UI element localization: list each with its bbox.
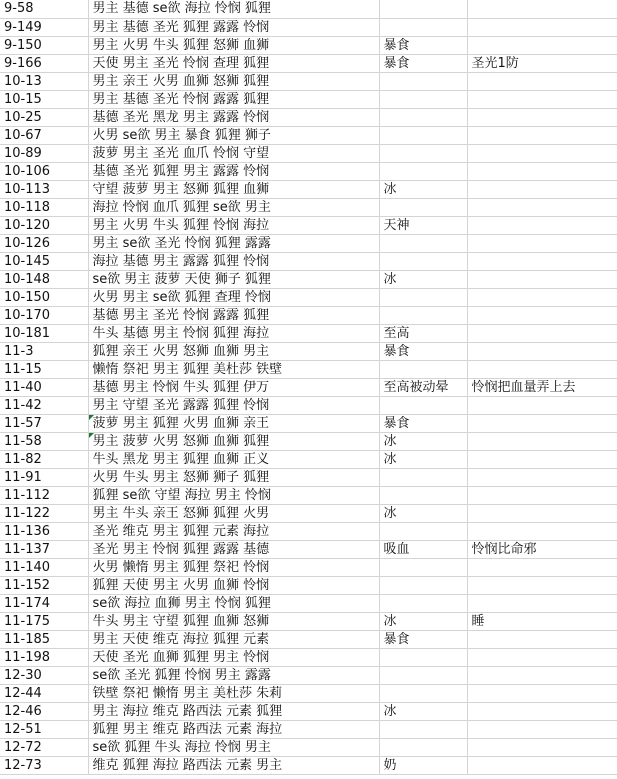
lineup-cell[interactable]: 基德 男主 圣光 怜悯 露露 狐狸 — [88, 306, 379, 324]
comment-cell[interactable]: 圣光1防 — [467, 54, 617, 72]
note-cell[interactable] — [379, 144, 467, 162]
note-cell[interactable] — [379, 576, 467, 594]
table-row — [0, 504, 617, 522]
row-id-cell[interactable]: 9-58 — [0, 0, 88, 18]
comment-cell[interactable] — [467, 198, 617, 216]
lineup-cell[interactable]: 男主 守望 圣光 露露 狐狸 怜悯 — [88, 396, 379, 414]
table-row — [0, 612, 617, 630]
table-row — [0, 36, 617, 54]
row-id-cell[interactable]: 11-174 — [0, 594, 88, 612]
note-cell[interactable]: 暴食 — [379, 630, 467, 648]
note-cell[interactable] — [379, 108, 467, 126]
row-id-cell[interactable]: 10-150 — [0, 288, 88, 306]
lineup-cell[interactable]: 基德 男主 怜悯 牛头 狐狸 伊万 — [88, 378, 379, 396]
table-row — [0, 234, 617, 252]
note-cell[interactable] — [379, 198, 467, 216]
note-cell[interactable] — [379, 0, 467, 18]
note-cell[interactable] — [379, 288, 467, 306]
note-cell[interactable]: 暴食 — [379, 54, 467, 72]
comment-cell[interactable] — [467, 270, 617, 288]
lineup-cell[interactable]: 天使 圣光 血狮 狐狸 男主 怜悯 — [88, 648, 379, 666]
note-cell[interactable]: 冰 — [379, 612, 467, 630]
table-row — [0, 720, 617, 738]
lineup-cell[interactable]: 火男 牛头 男主 怒狮 狮子 狐狸 — [88, 468, 379, 486]
lineup-cell[interactable]: 男主 菠萝 火男 怒狮 血狮 狐狸 — [88, 432, 379, 450]
note-cell[interactable] — [379, 684, 467, 702]
lineup-cell[interactable]: 基德 圣光 黑龙 男主 露露 怜悯 — [88, 108, 379, 126]
row-id-cell[interactable]: 11-152 — [0, 576, 88, 594]
comment-cell[interactable] — [467, 576, 617, 594]
table-row — [0, 306, 617, 324]
row-id-cell[interactable]: 11-58 — [0, 432, 88, 450]
table-row — [0, 54, 617, 72]
comment-cell[interactable] — [467, 756, 617, 774]
row-id-cell[interactable]: 10-120 — [0, 216, 88, 234]
row-id-cell[interactable]: 11-122 — [0, 504, 88, 522]
table-row — [0, 180, 617, 198]
comment-cell[interactable] — [467, 432, 617, 450]
row-id-cell[interactable]: 11-15 — [0, 360, 88, 378]
lineup-cell[interactable]: 牛头 男主 守望 狐狸 血狮 怒狮 — [88, 612, 379, 630]
table-row — [0, 666, 617, 684]
lineup-cell[interactable]: 铁壁 祭祀 懒惰 男主 美杜莎 朱莉 — [88, 684, 379, 702]
comment-cell[interactable] — [467, 180, 617, 198]
comment-cell[interactable] — [467, 720, 617, 738]
comment-cell[interactable] — [467, 36, 617, 54]
table-row — [0, 540, 617, 558]
row-id-cell[interactable]: 10-170 — [0, 306, 88, 324]
table-row — [0, 126, 617, 144]
lineup-cell[interactable]: 狐狸 se欲 守望 海拉 男主 怜悯 — [88, 486, 379, 504]
row-id-cell[interactable]: 11-91 — [0, 468, 88, 486]
row-id-cell[interactable]: 10-181 — [0, 324, 88, 342]
row-id-cell[interactable]: 11-136 — [0, 522, 88, 540]
note-cell[interactable] — [379, 18, 467, 36]
comment-cell[interactable] — [467, 342, 617, 360]
note-cell[interactable]: 冰 — [379, 270, 467, 288]
table-row — [0, 702, 617, 720]
comment-cell[interactable] — [467, 306, 617, 324]
comment-cell[interactable] — [467, 0, 617, 18]
table-row — [0, 468, 617, 486]
comment-cell[interactable] — [467, 126, 617, 144]
lineup-cell[interactable]: 圣光 男主 怜悯 狐狸 露露 基德 — [88, 540, 379, 558]
note-cell[interactable]: 暴食 — [379, 36, 467, 54]
row-id-cell[interactable]: 10-118 — [0, 198, 88, 216]
note-cell[interactable]: 暴食 — [379, 414, 467, 432]
table-row — [0, 144, 617, 162]
table-row — [0, 396, 617, 414]
comment-cell[interactable] — [467, 144, 617, 162]
lineup-cell[interactable]: 男主 基德 圣光 怜悯 露露 狐狸 — [88, 90, 379, 108]
note-cell[interactable]: 冰 — [379, 432, 467, 450]
lineup-cell[interactable]: 火男 懒惰 男主 狐狸 祭祀 怜悯 — [88, 558, 379, 576]
comment-cell[interactable]: 怜悯比命邪 — [467, 540, 617, 558]
note-cell[interactable] — [379, 594, 467, 612]
lineup-cell[interactable]: se欲 男主 菠萝 天使 狮子 狐狸 — [88, 270, 379, 288]
note-cell[interactable] — [379, 162, 467, 180]
table-row — [0, 450, 617, 468]
lineup-cell[interactable]: 男主 基德 se欲 海拉 怜悯 狐狸 — [88, 0, 379, 18]
table-row — [0, 90, 617, 108]
table-row — [0, 432, 617, 450]
lineup-cell[interactable]: se欲 海拉 血狮 男主 怜悯 狐狸 — [88, 594, 379, 612]
comment-cell[interactable] — [467, 648, 617, 666]
row-id-cell[interactable]: 10-106 — [0, 162, 88, 180]
row-id-cell[interactable]: 9-149 — [0, 18, 88, 36]
lineup-cell[interactable]: 狐狸 亲王 火男 怒狮 血狮 男主 — [88, 342, 379, 360]
table-row — [0, 162, 617, 180]
table-row — [0, 252, 617, 270]
note-cell[interactable] — [379, 738, 467, 756]
comment-cell[interactable] — [467, 450, 617, 468]
note-cell[interactable] — [379, 522, 467, 540]
note-cell[interactable]: 至高 — [379, 324, 467, 342]
table-row — [0, 18, 617, 36]
row-id-cell[interactable]: 11-82 — [0, 450, 88, 468]
note-cell[interactable]: 冰 — [379, 450, 467, 468]
note-cell[interactable]: 冰 — [379, 180, 467, 198]
lineup-cell[interactable]: 火男 男主 se欲 狐狸 查理 怜悯 — [88, 288, 379, 306]
lineup-cell[interactable]: 懒惰 祭祀 男主 狐狸 美杜莎 铁壁 — [88, 360, 379, 378]
row-id-cell[interactable]: 10-126 — [0, 234, 88, 252]
comment-cell[interactable] — [467, 522, 617, 540]
row-id-cell[interactable]: 9-166 — [0, 54, 88, 72]
lineup-cell[interactable]: 男主 基德 圣光 狐狸 露露 怜悯 — [88, 18, 379, 36]
table-row — [0, 342, 617, 360]
lineup-cell[interactable]: 牛头 黑龙 男主 狐狸 血狮 正义 — [88, 450, 379, 468]
lineup-cell[interactable]: 基德 圣光 狐狸 男主 露露 怜悯 — [88, 162, 379, 180]
table-row — [0, 522, 617, 540]
note-cell[interactable]: 冰 — [379, 702, 467, 720]
row-id-cell[interactable]: 10-113 — [0, 180, 88, 198]
lineup-cell[interactable]: 男主 牛头 亲王 怒狮 狐狸 火男 — [88, 504, 379, 522]
note-cell[interactable] — [379, 126, 467, 144]
row-id-cell[interactable]: 12-46 — [0, 702, 88, 720]
row-id-cell[interactable]: 10-25 — [0, 108, 88, 126]
note-cell[interactable]: 吸血 — [379, 540, 467, 558]
note-cell[interactable] — [379, 72, 467, 90]
row-id-cell[interactable]: 10-148 — [0, 270, 88, 288]
row-id-cell[interactable]: 12-72 — [0, 738, 88, 756]
row-id-cell[interactable]: 11-185 — [0, 630, 88, 648]
lineup-cell[interactable]: 男主 火男 牛头 狐狸 怒狮 血狮 — [88, 36, 379, 54]
note-cell[interactable] — [379, 468, 467, 486]
table-row — [0, 0, 617, 18]
table-row — [0, 216, 617, 234]
lineup-cell[interactable]: 火男 se欲 男主 暴食 狐狸 狮子 — [88, 126, 379, 144]
note-cell[interactable] — [379, 360, 467, 378]
row-id-cell[interactable]: 12-51 — [0, 720, 88, 738]
row-id-cell[interactable]: 11-137 — [0, 540, 88, 558]
table-row — [0, 270, 617, 288]
note-cell[interactable] — [379, 648, 467, 666]
comment-cell[interactable] — [467, 252, 617, 270]
comment-cell[interactable] — [467, 414, 617, 432]
comment-cell[interactable] — [467, 738, 617, 756]
table-row — [0, 576, 617, 594]
comment-cell[interactable] — [467, 108, 617, 126]
comment-cell[interactable] — [467, 504, 617, 522]
lineup-cell[interactable]: 男主 天使 维克 海拉 狐狸 元素 — [88, 630, 379, 648]
lineup-cell[interactable]: 牛头 基德 男主 怜悯 狐狸 海拉 — [88, 324, 379, 342]
row-id-cell[interactable]: 12-30 — [0, 666, 88, 684]
lineup-cell[interactable]: 天使 男主 圣光 怜悯 查理 狐狸 — [88, 54, 379, 72]
lineup-cell[interactable]: se欲 狐狸 牛头 海拉 怜悯 男主 — [88, 738, 379, 756]
row-id-cell[interactable]: 10-15 — [0, 90, 88, 108]
comment-cell[interactable]: 睡 — [467, 612, 617, 630]
table-row — [0, 738, 617, 756]
comment-cell[interactable] — [467, 594, 617, 612]
note-cell[interactable] — [379, 252, 467, 270]
note-cell[interactable] — [379, 234, 467, 252]
row-id-cell[interactable]: 11-112 — [0, 486, 88, 504]
lineup-cell[interactable]: 菠萝 男主 狐狸 火男 血狮 亲王 — [88, 414, 379, 432]
table-row — [0, 378, 617, 396]
table-row — [0, 72, 617, 90]
note-cell[interactable]: 天神 — [379, 216, 467, 234]
note-cell[interactable]: 至高被动晕 — [379, 378, 467, 396]
table-row — [0, 198, 617, 216]
row-id-cell[interactable]: 11-42 — [0, 396, 88, 414]
comment-cell[interactable] — [467, 234, 617, 252]
row-id-cell[interactable]: 11-198 — [0, 648, 88, 666]
comment-cell[interactable] — [467, 72, 617, 90]
comment-cell[interactable]: 怜悯把血量弄上去 — [467, 378, 617, 396]
note-cell[interactable]: 暴食 — [379, 342, 467, 360]
table-row — [0, 630, 617, 648]
comment-cell[interactable] — [467, 90, 617, 108]
lineup-cell[interactable]: 男主 海拉 维克 路西法 元素 狐狸 — [88, 702, 379, 720]
lineup-cell[interactable]: 狐狸 天使 男主 火男 血狮 怜悯 — [88, 576, 379, 594]
lineup-cell[interactable]: 维克 狐狸 海拉 路西法 元素 男主 — [88, 756, 379, 774]
table-row — [0, 486, 617, 504]
row-id-cell[interactable]: 11-175 — [0, 612, 88, 630]
note-cell[interactable] — [379, 306, 467, 324]
row-id-cell[interactable]: 11-3 — [0, 342, 88, 360]
row-id-cell[interactable]: 12-73 — [0, 756, 88, 774]
row-id-cell[interactable]: 11-40 — [0, 378, 88, 396]
table-row — [0, 108, 617, 126]
row-id-cell[interactable]: 10-13 — [0, 72, 88, 90]
comment-cell[interactable] — [467, 360, 617, 378]
note-cell[interactable] — [379, 396, 467, 414]
lineup-cell[interactable]: 男主 火男 牛头 狐狸 怜悯 海拉 — [88, 216, 379, 234]
comment-cell[interactable] — [467, 486, 617, 504]
row-id-cell[interactable]: 10-89 — [0, 144, 88, 162]
note-cell[interactable] — [379, 558, 467, 576]
lineup-cell[interactable]: 圣光 维克 男主 狐狸 元素 海拉 — [88, 522, 379, 540]
table-row — [0, 324, 617, 342]
lineup-cell[interactable]: 男主 亲王 火男 血狮 怒狮 狐狸 — [88, 72, 379, 90]
comment-cell[interactable] — [467, 666, 617, 684]
lineup-cell[interactable]: 海拉 基德 男主 露露 狐狸 怜悯 — [88, 252, 379, 270]
comment-cell[interactable] — [467, 396, 617, 414]
note-cell[interactable] — [379, 90, 467, 108]
note-cell[interactable] — [379, 486, 467, 504]
table-row — [0, 648, 617, 666]
comment-cell[interactable] — [467, 558, 617, 576]
table-row — [0, 684, 617, 702]
lineup-cell[interactable]: 狐狸 男主 维克 路西法 元素 海拉 — [88, 720, 379, 738]
row-id-cell[interactable]: 10-67 — [0, 126, 88, 144]
comment-cell[interactable] — [467, 288, 617, 306]
comment-cell[interactable] — [467, 216, 617, 234]
table-row — [0, 594, 617, 612]
lineup-cell[interactable]: 守望 菠萝 男主 怒狮 狐狸 血狮 — [88, 180, 379, 198]
row-id-cell[interactable]: 12-44 — [0, 684, 88, 702]
table-row — [0, 288, 617, 306]
table-row — [0, 414, 617, 432]
note-cell[interactable]: 奶 — [379, 756, 467, 774]
comment-cell[interactable] — [467, 702, 617, 720]
lineup-cell[interactable]: se欲 圣光 狐狸 怜悯 男主 露露 — [88, 666, 379, 684]
note-cell[interactable] — [379, 666, 467, 684]
note-cell[interactable] — [379, 720, 467, 738]
comment-cell[interactable] — [467, 18, 617, 36]
lineup-cell[interactable]: 男主 se欲 圣光 怜悯 狐狸 露露 — [88, 234, 379, 252]
lineup-cell[interactable]: 海拉 怜悯 血爪 狐狸 se欲 男主 — [88, 198, 379, 216]
table-row — [0, 558, 617, 576]
row-id-cell[interactable]: 11-140 — [0, 558, 88, 576]
comment-cell[interactable] — [467, 684, 617, 702]
comment-cell[interactable] — [467, 630, 617, 648]
note-cell[interactable]: 冰 — [379, 504, 467, 522]
row-id-cell[interactable]: 9-150 — [0, 36, 88, 54]
comment-cell[interactable] — [467, 468, 617, 486]
table-row — [0, 360, 617, 378]
row-id-cell[interactable]: 11-57 — [0, 414, 88, 432]
row-id-cell[interactable]: 10-145 — [0, 252, 88, 270]
comment-cell[interactable] — [467, 324, 617, 342]
comment-cell[interactable] — [467, 162, 617, 180]
lineup-cell[interactable]: 菠萝 男主 圣光 血爪 怜悯 守望 — [88, 144, 379, 162]
table-row — [0, 756, 617, 774]
